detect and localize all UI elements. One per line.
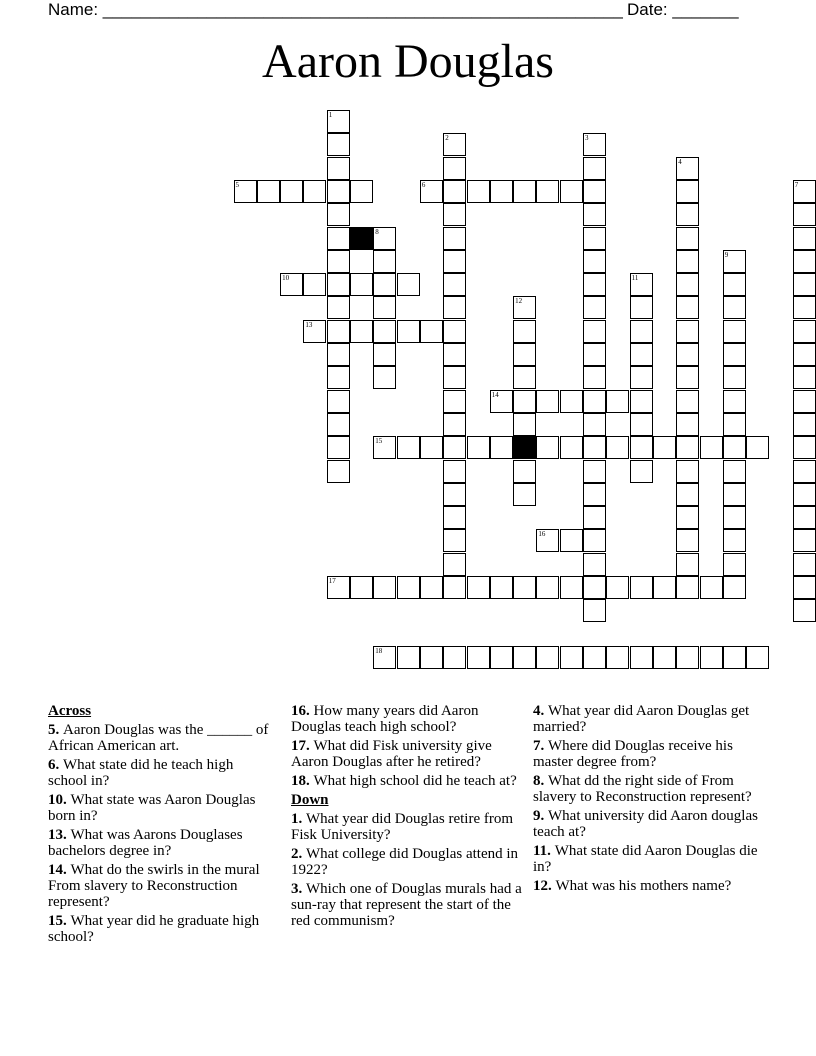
grid-cell[interactable] [583, 133, 606, 156]
grid-cell[interactable] [723, 646, 746, 669]
clue-item [291, 881, 527, 929]
grid-cell[interactable] [443, 366, 466, 389]
clue-item-text: Where did Douglas receive his master degree from? [533, 738, 733, 770]
clue-number: 3 [585, 134, 589, 143]
grid-cell[interactable] [536, 390, 559, 413]
grid-cell[interactable] [723, 296, 746, 319]
grid-cell[interactable] [723, 529, 746, 552]
clue-item [291, 846, 527, 878]
grid-cell[interactable] [676, 203, 699, 226]
grid-cell[interactable] [467, 180, 490, 203]
grid-cell[interactable] [443, 553, 466, 576]
grid-cell[interactable] [513, 296, 536, 319]
grid-cell[interactable] [327, 366, 350, 389]
clue-item-number: 6. [48, 757, 63, 773]
clue-item-number: 13. [48, 827, 71, 843]
grid-cell[interactable] [676, 483, 699, 506]
grid-cell[interactable] [723, 460, 746, 483]
grid-cell[interactable] [373, 296, 396, 319]
grid-cell[interactable] [723, 576, 746, 599]
grid-cell[interactable] [583, 180, 606, 203]
clue-number: 12 [515, 297, 523, 306]
grid-cell[interactable] [303, 320, 326, 343]
grid-cell[interactable] [583, 227, 606, 250]
clue-item-number: 9. [533, 808, 548, 824]
grid-cell[interactable] [443, 343, 466, 366]
grid-cell[interactable] [630, 390, 653, 413]
grid-cell[interactable] [490, 390, 513, 413]
grid-cell[interactable] [373, 320, 396, 343]
grid-cell[interactable] [303, 273, 326, 296]
clue-item [48, 827, 273, 859]
grid-cell[interactable] [560, 576, 583, 599]
grid-cell[interactable] [560, 390, 583, 413]
grid-cell[interactable] [793, 506, 816, 529]
grid-cell[interactable] [723, 483, 746, 506]
grid-cell[interactable] [630, 296, 653, 319]
clue-item-text: What state was Aaron Douglas born in? [48, 792, 256, 824]
clue-number: 15 [375, 437, 383, 446]
grid-cell[interactable] [443, 227, 466, 250]
grid-cell[interactable] [560, 180, 583, 203]
grid-cell[interactable] [443, 203, 466, 226]
grid-cell[interactable] [723, 366, 746, 389]
grid-cell[interactable] [723, 320, 746, 343]
grid-cell[interactable] [420, 436, 443, 459]
clue-item-number: 8. [533, 773, 548, 789]
grid-cell[interactable] [373, 343, 396, 366]
grid-cell[interactable] [583, 390, 606, 413]
grid-cell[interactable] [676, 646, 699, 669]
clue-item [533, 878, 758, 894]
grid-cell[interactable] [723, 273, 746, 296]
clue-item [291, 811, 527, 843]
grid-cell[interactable] [793, 436, 816, 459]
clue-number: 17 [328, 577, 336, 585]
grid-cell[interactable] [653, 436, 676, 459]
clue-number: 6 [421, 180, 426, 189]
grid-cell[interactable] [513, 413, 536, 436]
clue-number: 13 [305, 320, 313, 329]
clue-number: 4 [678, 157, 682, 166]
clue-item [48, 722, 273, 754]
clue-item-text: What dd the right side of From slavery to Reconstruction represent? [533, 773, 752, 805]
grid-cell[interactable] [560, 646, 583, 669]
grid-cell[interactable] [373, 576, 396, 599]
clue-item-text: What year did Aaron Douglas get married? [533, 703, 750, 735]
grid-cell[interactable] [676, 436, 699, 459]
grid-cell[interactable] [513, 460, 536, 483]
clue-item-number: 14. [48, 862, 71, 878]
clue-item-number: 12. [533, 878, 556, 894]
grid-cell[interactable] [583, 576, 606, 599]
grid-cell[interactable] [676, 413, 699, 436]
clue-number: 18 [375, 646, 383, 655]
grid-cell[interactable] [373, 227, 396, 250]
clue-item-number: 11. [533, 843, 555, 859]
clue-item [48, 757, 273, 789]
grid-cell[interactable] [443, 576, 466, 599]
grid-cell[interactable] [793, 366, 816, 389]
grid-cell[interactable] [630, 273, 653, 296]
clue-item-number: 16. [291, 703, 314, 719]
grid-cell[interactable] [560, 529, 583, 552]
grid-cell[interactable] [443, 646, 466, 669]
grid-cell[interactable] [490, 436, 513, 459]
clue-item-text: What university did Aaron douglas teach at? [533, 808, 758, 840]
grid-cell[interactable] [676, 273, 699, 296]
grid-cell[interactable] [327, 576, 350, 599]
grid-cell[interactable] [583, 203, 606, 226]
grid-cell[interactable] [397, 646, 420, 669]
grid-cell[interactable] [793, 203, 816, 226]
grid-cell[interactable] [443, 436, 466, 459]
grid-cell[interactable] [350, 180, 373, 203]
grid-cell[interactable] [536, 646, 559, 669]
grid-cell[interactable] [723, 553, 746, 576]
grid-cell[interactable] [583, 296, 606, 319]
clue-item-number: 3. [291, 881, 306, 897]
grid-cell[interactable] [467, 646, 490, 669]
grid-cell[interactable] [443, 483, 466, 506]
clue-item [48, 792, 273, 824]
grid-cell[interactable] [676, 460, 699, 483]
grid-cell[interactable] [793, 273, 816, 296]
grid-cell[interactable] [467, 576, 490, 599]
clue-item [48, 862, 273, 910]
grid-cell[interactable] [327, 460, 350, 483]
grid-cell[interactable] [327, 250, 350, 273]
clue-item [291, 703, 527, 735]
grid-cell[interactable] [746, 436, 769, 459]
grid-cell[interactable] [653, 646, 676, 669]
grid-cell[interactable] [443, 460, 466, 483]
grid-cell[interactable] [723, 436, 746, 459]
clues-column-2 [291, 703, 527, 932]
grid-cell[interactable] [676, 250, 699, 273]
clue-item-number: 15. [48, 913, 71, 929]
grid-cell[interactable] [490, 180, 513, 203]
grid-cell[interactable] [373, 366, 396, 389]
grid-cell[interactable] [676, 157, 699, 180]
grid-cell[interactable] [327, 320, 350, 343]
clue-item [291, 738, 527, 770]
grid-cell[interactable] [653, 576, 676, 599]
grid-cell[interactable] [630, 460, 653, 483]
grid-cell[interactable] [676, 227, 699, 250]
down-heading: Down [291, 792, 329, 808]
grid-cell[interactable] [793, 483, 816, 506]
grid-cell[interactable] [350, 320, 373, 343]
grid-cell[interactable] [443, 506, 466, 529]
grid-cell[interactable] [327, 110, 350, 133]
grid-cell[interactable] [583, 460, 606, 483]
grid-cell[interactable] [676, 296, 699, 319]
grid-cell[interactable] [583, 157, 606, 180]
grid-cell[interactable] [443, 413, 466, 436]
clue-item-text: What college did Douglas attend in 1922? [291, 846, 519, 878]
grid-cell[interactable] [560, 436, 583, 459]
grid-cell[interactable] [723, 506, 746, 529]
clue-item-number: 2. [291, 846, 306, 862]
grid-cell[interactable] [443, 529, 466, 552]
grid-cell[interactable] [327, 227, 350, 250]
grid-cell[interactable] [583, 320, 606, 343]
grid-cell[interactable] [443, 157, 466, 180]
grid-cell[interactable] [676, 553, 699, 576]
grid-black-cell [513, 436, 536, 459]
grid-cell[interactable] [513, 483, 536, 506]
grid-cell[interactable] [676, 320, 699, 343]
clue-number: 5 [235, 180, 239, 189]
grid-cell[interactable] [373, 250, 396, 273]
clue-number: 14 [491, 390, 499, 399]
clue-item-number: 10. [48, 792, 71, 808]
grid-cell[interactable] [443, 180, 466, 203]
clue-item [48, 913, 273, 945]
grid-cell[interactable] [723, 343, 746, 366]
grid-cell[interactable] [606, 390, 629, 413]
grid-cell[interactable] [583, 436, 606, 459]
clue-number: 1 [328, 111, 333, 119]
grid-cell[interactable] [513, 180, 536, 203]
grid-cell[interactable] [676, 506, 699, 529]
grid-cell[interactable] [280, 273, 303, 296]
grid-cell[interactable] [420, 180, 443, 203]
grid-cell[interactable] [793, 390, 816, 413]
grid-cell[interactable] [606, 576, 629, 599]
grid-cell[interactable] [793, 413, 816, 436]
grid-cell[interactable] [606, 646, 629, 669]
clue-item-text: What do the swirls in the mural From slavery to Reconstruction represent? [48, 862, 260, 910]
grid-cell[interactable] [257, 180, 280, 203]
grid-cell[interactable] [630, 646, 653, 669]
grid-cell[interactable] [536, 436, 559, 459]
grid-cell[interactable] [630, 366, 653, 389]
grid-cell[interactable] [676, 390, 699, 413]
clue-number: 7 [794, 180, 799, 189]
grid-cell[interactable] [327, 133, 350, 156]
grid-cell[interactable] [793, 320, 816, 343]
grid-cell[interactable] [700, 576, 723, 599]
grid-cell[interactable] [723, 390, 746, 413]
grid-cell[interactable] [630, 320, 653, 343]
grid-cell[interactable] [327, 413, 350, 436]
grid-cell[interactable] [234, 180, 257, 203]
grid-cell[interactable] [513, 343, 536, 366]
grid-cell[interactable] [327, 390, 350, 413]
grid-cell[interactable] [583, 529, 606, 552]
clue-item [533, 703, 758, 735]
grid-cell[interactable] [676, 576, 699, 599]
clue-item [533, 738, 758, 770]
clue-item [291, 773, 527, 789]
grid-cell[interactable] [327, 180, 350, 203]
grid-cell[interactable] [280, 180, 303, 203]
grid-cell[interactable] [630, 436, 653, 459]
grid-cell[interactable] [793, 296, 816, 319]
grid-cell[interactable] [793, 553, 816, 576]
grid-cell[interactable] [583, 343, 606, 366]
clue-item-number: 17. [291, 738, 314, 754]
grid-cell[interactable] [676, 180, 699, 203]
grid-cell[interactable] [583, 273, 606, 296]
grid-cell[interactable] [793, 180, 816, 203]
grid-cell[interactable] [793, 460, 816, 483]
grid-cell[interactable] [443, 320, 466, 343]
clue-item-text: What was his mothers name? [555, 878, 732, 894]
grid-cell[interactable] [397, 320, 420, 343]
grid-cell[interactable] [350, 273, 373, 296]
clue-item-number: 5. [48, 722, 63, 738]
across-heading: Across [48, 703, 92, 719]
grid-cell[interactable] [723, 250, 746, 273]
clues-column-3 [533, 703, 758, 897]
clue-number: 9 [724, 250, 729, 259]
grid-cell[interactable] [303, 180, 326, 203]
grid-cell[interactable] [490, 576, 513, 599]
grid-cell[interactable] [630, 343, 653, 366]
grid-cell[interactable] [746, 646, 769, 669]
grid-cell[interactable] [350, 576, 373, 599]
grid-cell[interactable] [513, 366, 536, 389]
grid-cell[interactable] [583, 599, 606, 622]
clue-item-text: What was Aarons Douglases bachelors degree in? [48, 827, 243, 859]
grid-cell[interactable] [443, 390, 466, 413]
grid-black-cell [350, 227, 373, 250]
grid-cell[interactable] [490, 646, 513, 669]
clue-number: 2 [445, 134, 449, 143]
grid-cell[interactable] [327, 343, 350, 366]
grid-cell[interactable] [467, 436, 490, 459]
grid-cell[interactable] [793, 599, 816, 622]
clue-number: 16 [538, 530, 546, 539]
grid-cell[interactable] [583, 483, 606, 506]
clue-item-text: What state did Aaron Douglas die in? [533, 843, 758, 875]
grid-cell[interactable] [397, 576, 420, 599]
grid-cell[interactable] [700, 646, 723, 669]
grid-cell[interactable] [513, 576, 536, 599]
grid-cell[interactable] [513, 320, 536, 343]
grid-cell[interactable] [606, 436, 629, 459]
clue-number: 8 [375, 227, 379, 236]
grid-cell[interactable] [676, 343, 699, 366]
grid-cell[interactable] [327, 436, 350, 459]
grid-cell[interactable] [793, 250, 816, 273]
grid-cell[interactable] [793, 227, 816, 250]
date-line: Date: _______ [627, 0, 739, 19]
grid-cell[interactable] [793, 529, 816, 552]
grid-cell[interactable] [583, 553, 606, 576]
grid-cell[interactable] [793, 576, 816, 599]
grid-cell[interactable] [373, 646, 396, 669]
grid-cell[interactable] [536, 180, 559, 203]
name-line: Name: _______________________________________________________ [48, 0, 623, 19]
grid-cell[interactable] [420, 646, 443, 669]
grid-cell[interactable] [373, 273, 396, 296]
grid-cell[interactable] [793, 343, 816, 366]
grid-cell[interactable] [536, 529, 559, 552]
grid-cell[interactable] [443, 133, 466, 156]
clue-item-text: What high school did he teach at? [313, 773, 517, 789]
clue-item-number: 18. [291, 773, 314, 789]
grid-cell[interactable] [700, 436, 723, 459]
grid-cell[interactable] [397, 436, 420, 459]
clue-item-text: How many years did Aaron Douglas teach high school? [291, 703, 479, 735]
clue-item [533, 773, 758, 805]
clue-number: 10 [282, 274, 290, 283]
grid-cell[interactable] [420, 320, 443, 343]
grid-cell[interactable] [536, 576, 559, 599]
grid-cell[interactable] [327, 273, 350, 296]
clue-item-number: 1. [291, 811, 306, 827]
grid-cell[interactable] [443, 250, 466, 273]
grid-cell[interactable] [420, 576, 443, 599]
grid-cell[interactable] [327, 203, 350, 226]
grid-cell[interactable] [630, 576, 653, 599]
grid-cell[interactable] [583, 506, 606, 529]
clue-item [533, 843, 758, 875]
clues-column-1 [48, 703, 273, 948]
clue-item-number: 7. [533, 738, 548, 754]
grid-cell[interactable] [583, 366, 606, 389]
grid-cell[interactable] [513, 646, 536, 669]
grid-cell[interactable] [583, 646, 606, 669]
clue-item-text: Aaron Douglas was the ______ of African American art. [48, 722, 269, 754]
clue-item-text: What year did Douglas retire from Fisk University? [291, 811, 514, 843]
grid-cell[interactable] [583, 250, 606, 273]
grid-cell[interactable] [327, 296, 350, 319]
clue-number: 11 [631, 274, 639, 283]
clue-item-text: Which one of Douglas murals had a sun-ray that represent the start of the red communism? [291, 881, 522, 929]
grid-cell[interactable] [676, 366, 699, 389]
clue-item-text: What year did he graduate high school? [48, 913, 260, 945]
grid-cell[interactable] [443, 296, 466, 319]
clue-item-text: What did Fisk university give Aaron Douglas after he retired? [291, 738, 492, 770]
grid-cell[interactable] [630, 413, 653, 436]
grid-cell[interactable] [583, 413, 606, 436]
grid-cell[interactable] [373, 436, 396, 459]
clue-item-number: 4. [533, 703, 548, 719]
clue-item-text: What state did he teach high school in? [48, 757, 234, 789]
grid-cell[interactable] [327, 157, 350, 180]
page-title: Aaron Douglas [262, 35, 554, 88]
grid-cell[interactable] [397, 273, 420, 296]
grid-cell[interactable] [443, 273, 466, 296]
clue-item [533, 808, 758, 840]
grid-cell[interactable] [513, 390, 536, 413]
grid-cell[interactable] [676, 529, 699, 552]
grid-cell[interactable] [723, 413, 746, 436]
